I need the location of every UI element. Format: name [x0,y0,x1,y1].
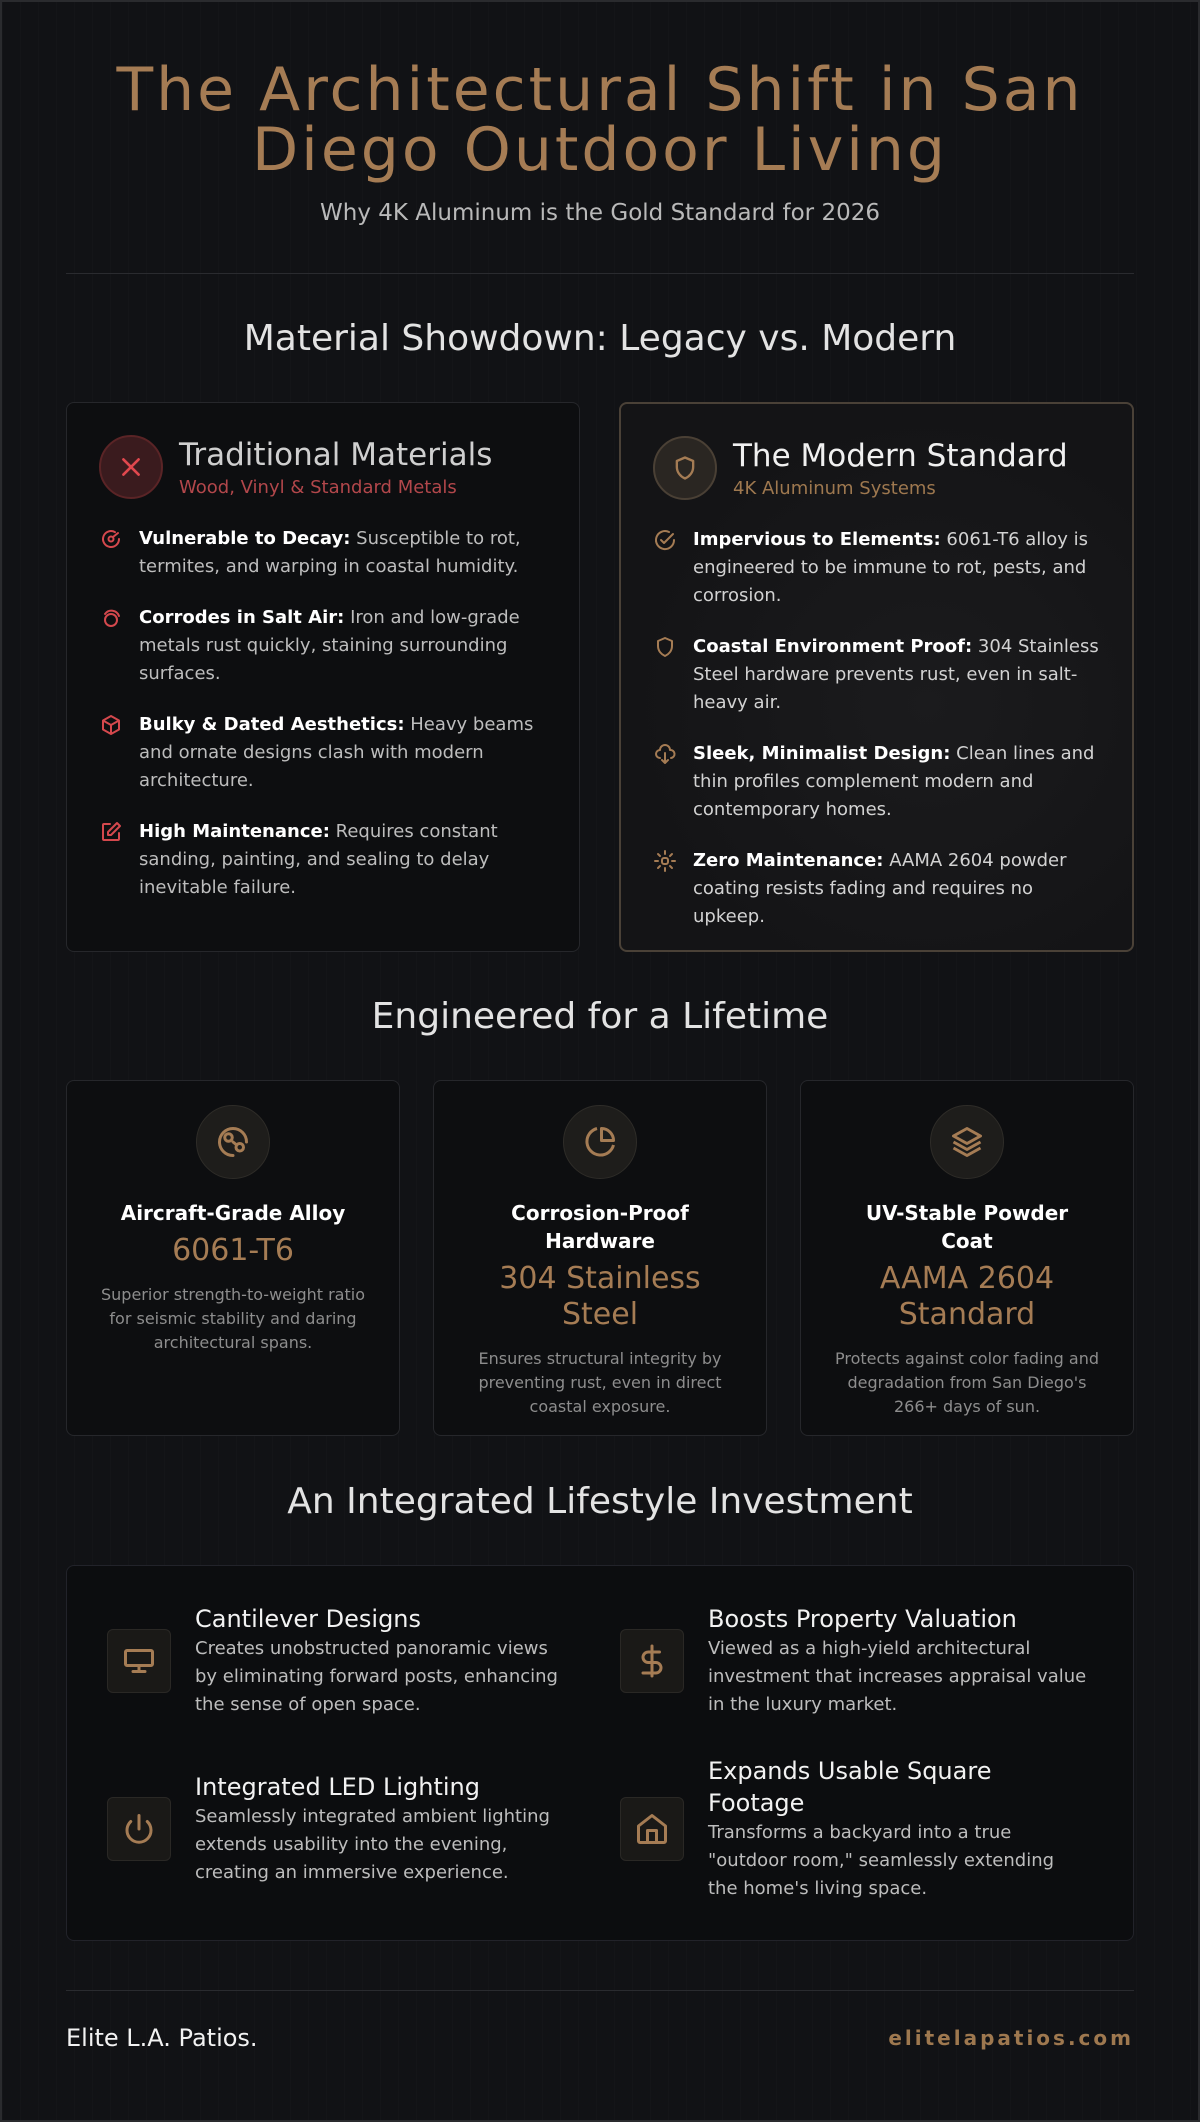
page-title: The Architectural Shift in San Diego Outdoor Living [116,55,1084,185]
spec-desc: Ensures structural integrity by preventing rust, even in direct coastal exposure. [478,1349,722,1416]
showdown-title: Material Showdown: Legacy vs. Modern [243,318,957,359]
edit-icon [99,820,123,844]
dollar-icon [620,1629,684,1693]
pie-chart-icon [563,1105,637,1179]
item-desc: AAMA 2604 powder coating resists fading and requires no upkeep. [693,850,1067,927]
header-divider [66,273,1134,274]
modern-card [619,402,1134,952]
feature-desc: Creates unobstructed panoramic views by eliminating forward posts, enhancing the sense of open space. [195,1638,558,1715]
item-strong: Corrodes in Salt Air: [139,607,345,628]
feature-valuation [620,1606,1088,1716]
feature-cantilever [107,1606,575,1716]
lifestyle-panel [66,1565,1134,1941]
footer-url-link[interactable]: elitelapatios.com [888,2026,1134,2050]
feature-desc: Seamlessly integrated ambient lighting extends usability into the evening, creating an immersive experience. [195,1806,550,1883]
lifestyle-title: An Integrated Lifestyle Investment [287,1481,913,1522]
palette-icon [196,1105,270,1179]
spec-label: Aircraft-Grade Alloy [120,1201,346,1225]
item-strong: Vulnerable to Decay: [139,528,351,549]
modern-title: The Modern Standard [733,437,1068,474]
spec-value: 6061-T6 [172,1233,294,1268]
power-icon [107,1797,171,1861]
item-desc: Clean lines and thin profiles complement modern and contemporary homes. [693,743,1095,820]
feature-title: Integrated LED Lighting [195,1773,480,1801]
sun-icon [653,849,677,873]
feature-title: Expands Usable Square Footage [708,1757,992,1817]
item-desc: Heavy beams and ornate designs clash with modern architecture. [139,714,534,791]
legacy-title: Traditional Materials [179,436,493,473]
legacy-card-header [99,435,492,499]
legacy-list [99,525,549,925]
list-item [99,604,549,688]
modern-card-header [653,436,1068,500]
feature-title: Boosts Property Valuation [708,1605,1017,1633]
feature-desc: Transforms a backyard into a true "outdoor room," seamlessly extending the home's living space. [708,1822,1055,1899]
spec-value: 304 Stainless Steel [499,1261,701,1332]
close-icon [99,435,163,499]
list-item [99,525,549,581]
spec-label: UV-Stable Powder Coat [865,1201,1069,1253]
list-item [653,740,1103,824]
list-item [653,526,1103,610]
item-strong: High Maintenance: [139,821,330,842]
shield-icon [653,635,677,659]
item-desc: Requires constant sanding, painting, and sealing to delay inevitable failure. [139,821,498,898]
item-desc: 6061-T6 alloy is engineered to be immune to rot, pests, and corrosion. [693,529,1089,606]
home-icon [620,1797,684,1861]
legacy-card [66,402,580,952]
feature-desc: Viewed as a high-yield architectural investment that increases appraisal value in the luxury market. [708,1638,1087,1715]
footer-divider [66,1990,1134,1991]
modern-subtitle: 4K Aluminum Systems [733,477,936,499]
engineered-title: Engineered for a Lifetime [371,996,829,1037]
footer-brand: Elite L.A. Patios. [66,2024,258,2052]
feature-led [107,1764,575,1894]
spec-card-coating [800,1080,1134,1436]
item-strong: Impervious to Elements: [693,529,941,550]
layers-icon [930,1105,1004,1179]
box-icon [99,713,123,737]
spec-desc: Protects against color fading and degradation from San Diego's 266+ days of sun. [834,1349,1100,1416]
monitor-icon [107,1629,171,1693]
decay-icon [99,527,123,551]
list-item [99,818,549,902]
item-desc: Susceptible to rot, termites, and warping in coastal humidity. [139,528,521,577]
modern-list [653,526,1103,954]
cloud-download-icon [653,742,677,766]
hero-header [66,55,1134,226]
item-strong: Sleek, Minimalist Design: [693,743,951,764]
item-strong: Coastal Environment Proof: [693,636,973,657]
spec-card-alloy [66,1080,400,1436]
shield-icon [653,436,717,500]
check-circle-icon [653,528,677,552]
item-desc: Iron and low-grade metals rust quickly, staining surrounding surfaces. [139,607,520,684]
page-subtitle: Why 4K Aluminum is the Gold Standard for 2026 [320,200,880,226]
list-item [653,847,1103,931]
feature-title: Cantilever Designs [195,1605,422,1633]
list-item [99,711,549,795]
legacy-subtitle: Wood, Vinyl & Standard Metals [179,476,457,498]
item-strong: Zero Maintenance: [693,850,884,871]
feature-square-footage [620,1757,1088,1899]
item-strong: Bulky & Dated Aesthetics: [139,714,405,735]
list-item [653,633,1103,717]
spec-value: AAMA 2604 Standard [879,1261,1055,1332]
corrosion-icon [99,606,123,630]
spec-label: Corrosion-Proof Hardware [511,1201,689,1253]
spec-card-hardware [433,1080,767,1436]
item-desc: 304 Stainless Steel hardware prevents rust, even in salt-heavy air. [693,636,1099,713]
spec-desc: Superior strength-to-weight ratio for seismic stability and daring architectural spans. [101,1285,365,1352]
